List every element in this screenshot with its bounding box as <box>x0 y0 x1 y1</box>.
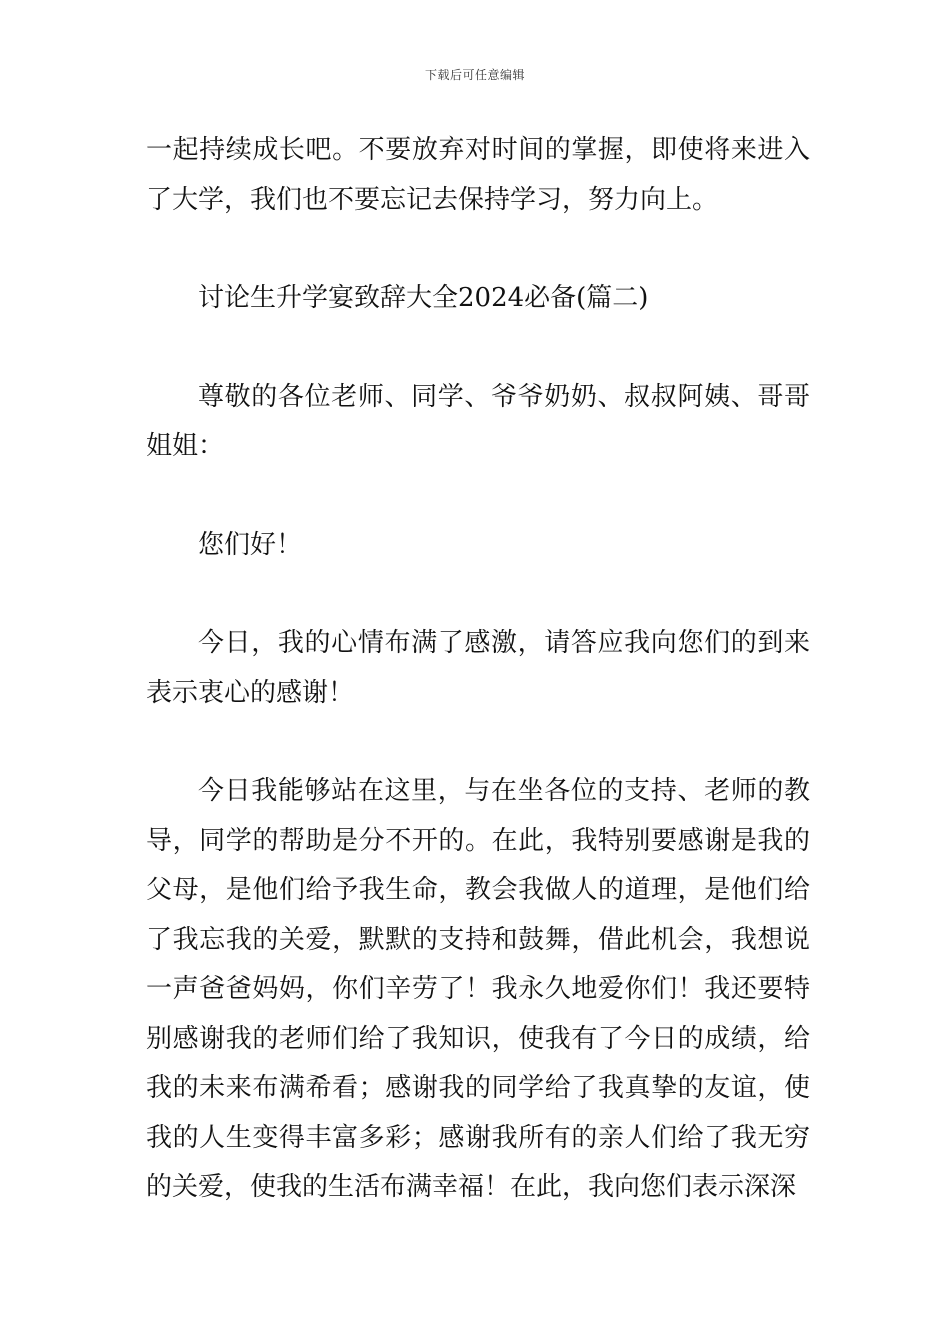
paragraph-thanks: 今日，我的心情布满了感激，请答应我向您们的到来表示衷心的感谢！ <box>146 628 810 708</box>
paragraph-continuation: 一起持续成长吧。不要放弃对时间的掌握，即使将来进入了大学，我们也不要忘记去保持学习，努力向上。 <box>146 135 810 215</box>
document-body <box>146 126 810 1213</box>
section-title: 讨论生升学宴致辞大全2024必备(篇二) <box>198 283 649 313</box>
paragraph-greeting: 您们好！ <box>198 529 303 560</box>
paragraph-speech-body: 今日我能够站在这里，与在坐各位的支持、老师的教导，同学的帮助是分不开的。在此，我特别要感谢是我的父母，是他们给予我生命，教会我做人的道理，是他们给了我忘我的关爱，默默的支持和鼓舞，借此机会，我想说一声爸爸妈妈，你们辛劳了！我永久地爱你们！我还要特别感谢我的老师们给了我知识，使我有了今日的成绩，给我的未来布满希看；感谢我的同学给了我真挚的友谊，使我的人生变得丰富多彩；感谢我所有的亲人们给了我无穷的关爱，使我的生活布满幸福！在此，我向您们表示深深 <box>146 776 810 1202</box>
page-header-note: 下载后可任意编辑 <box>424 68 525 82</box>
paragraph-salutation: 尊敬的各位老师、同学、爷爷奶奶、叔叔阿姨、哥哥姐姐： <box>146 381 810 461</box>
